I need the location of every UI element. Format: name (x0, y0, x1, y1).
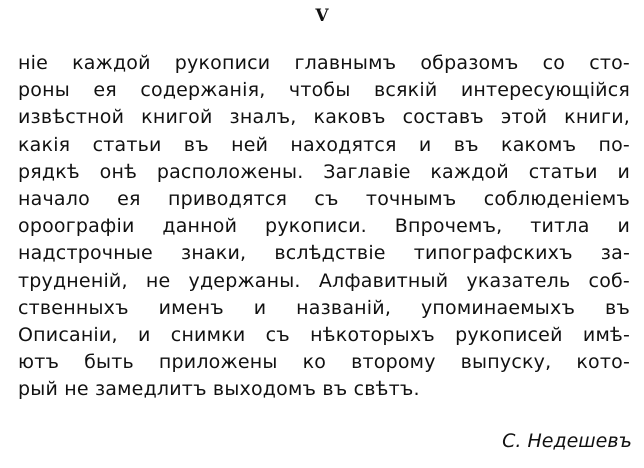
text-line-13: рый не замедлитъ выходомъ въ свѣтъ. (18, 378, 420, 401)
text-line-7: ороографіи данной рукописи. Впрочемъ, титла и (18, 215, 630, 238)
body-paragraph (18, 50, 630, 403)
text-line-11: Описаніи, и снимки съ нѣкоторыхъ рукописей имѣ- (18, 323, 630, 346)
page-number: V (315, 6, 329, 26)
text-line-9: трудненій, не удержаны. Алфавитный указатель соб- (18, 269, 630, 292)
text-line-4: какія статьи въ ней находятся и въ какомъ по- (18, 133, 630, 156)
text-line-3: извѣстной книгой зналъ, каковъ составъ этой книги, (18, 106, 630, 129)
text-line-2: роны ея содержанія, чтобы всякій интересующійся (18, 79, 630, 102)
text-line-1: ніе каждой рукописи главнымъ образомъ со сто- (18, 52, 630, 74)
text-line-5: рядкѣ онѣ расположены. Заглавіе каждой статьи и (18, 160, 630, 183)
text-line-10: ственныхъ именъ и названій, упоминаемыхъ въ (18, 296, 630, 319)
text-line-6: начало ея приводятся съ точнымъ соблюденіемъ (18, 187, 630, 210)
text-line-8: надстрочные знаки, вслѣдствіе типографскихъ за- (18, 242, 630, 265)
text-line-12: ютъ быть приложены ко второму выпуску, кото- (18, 351, 630, 374)
author-signature: С. Недешевъ (502, 430, 632, 452)
